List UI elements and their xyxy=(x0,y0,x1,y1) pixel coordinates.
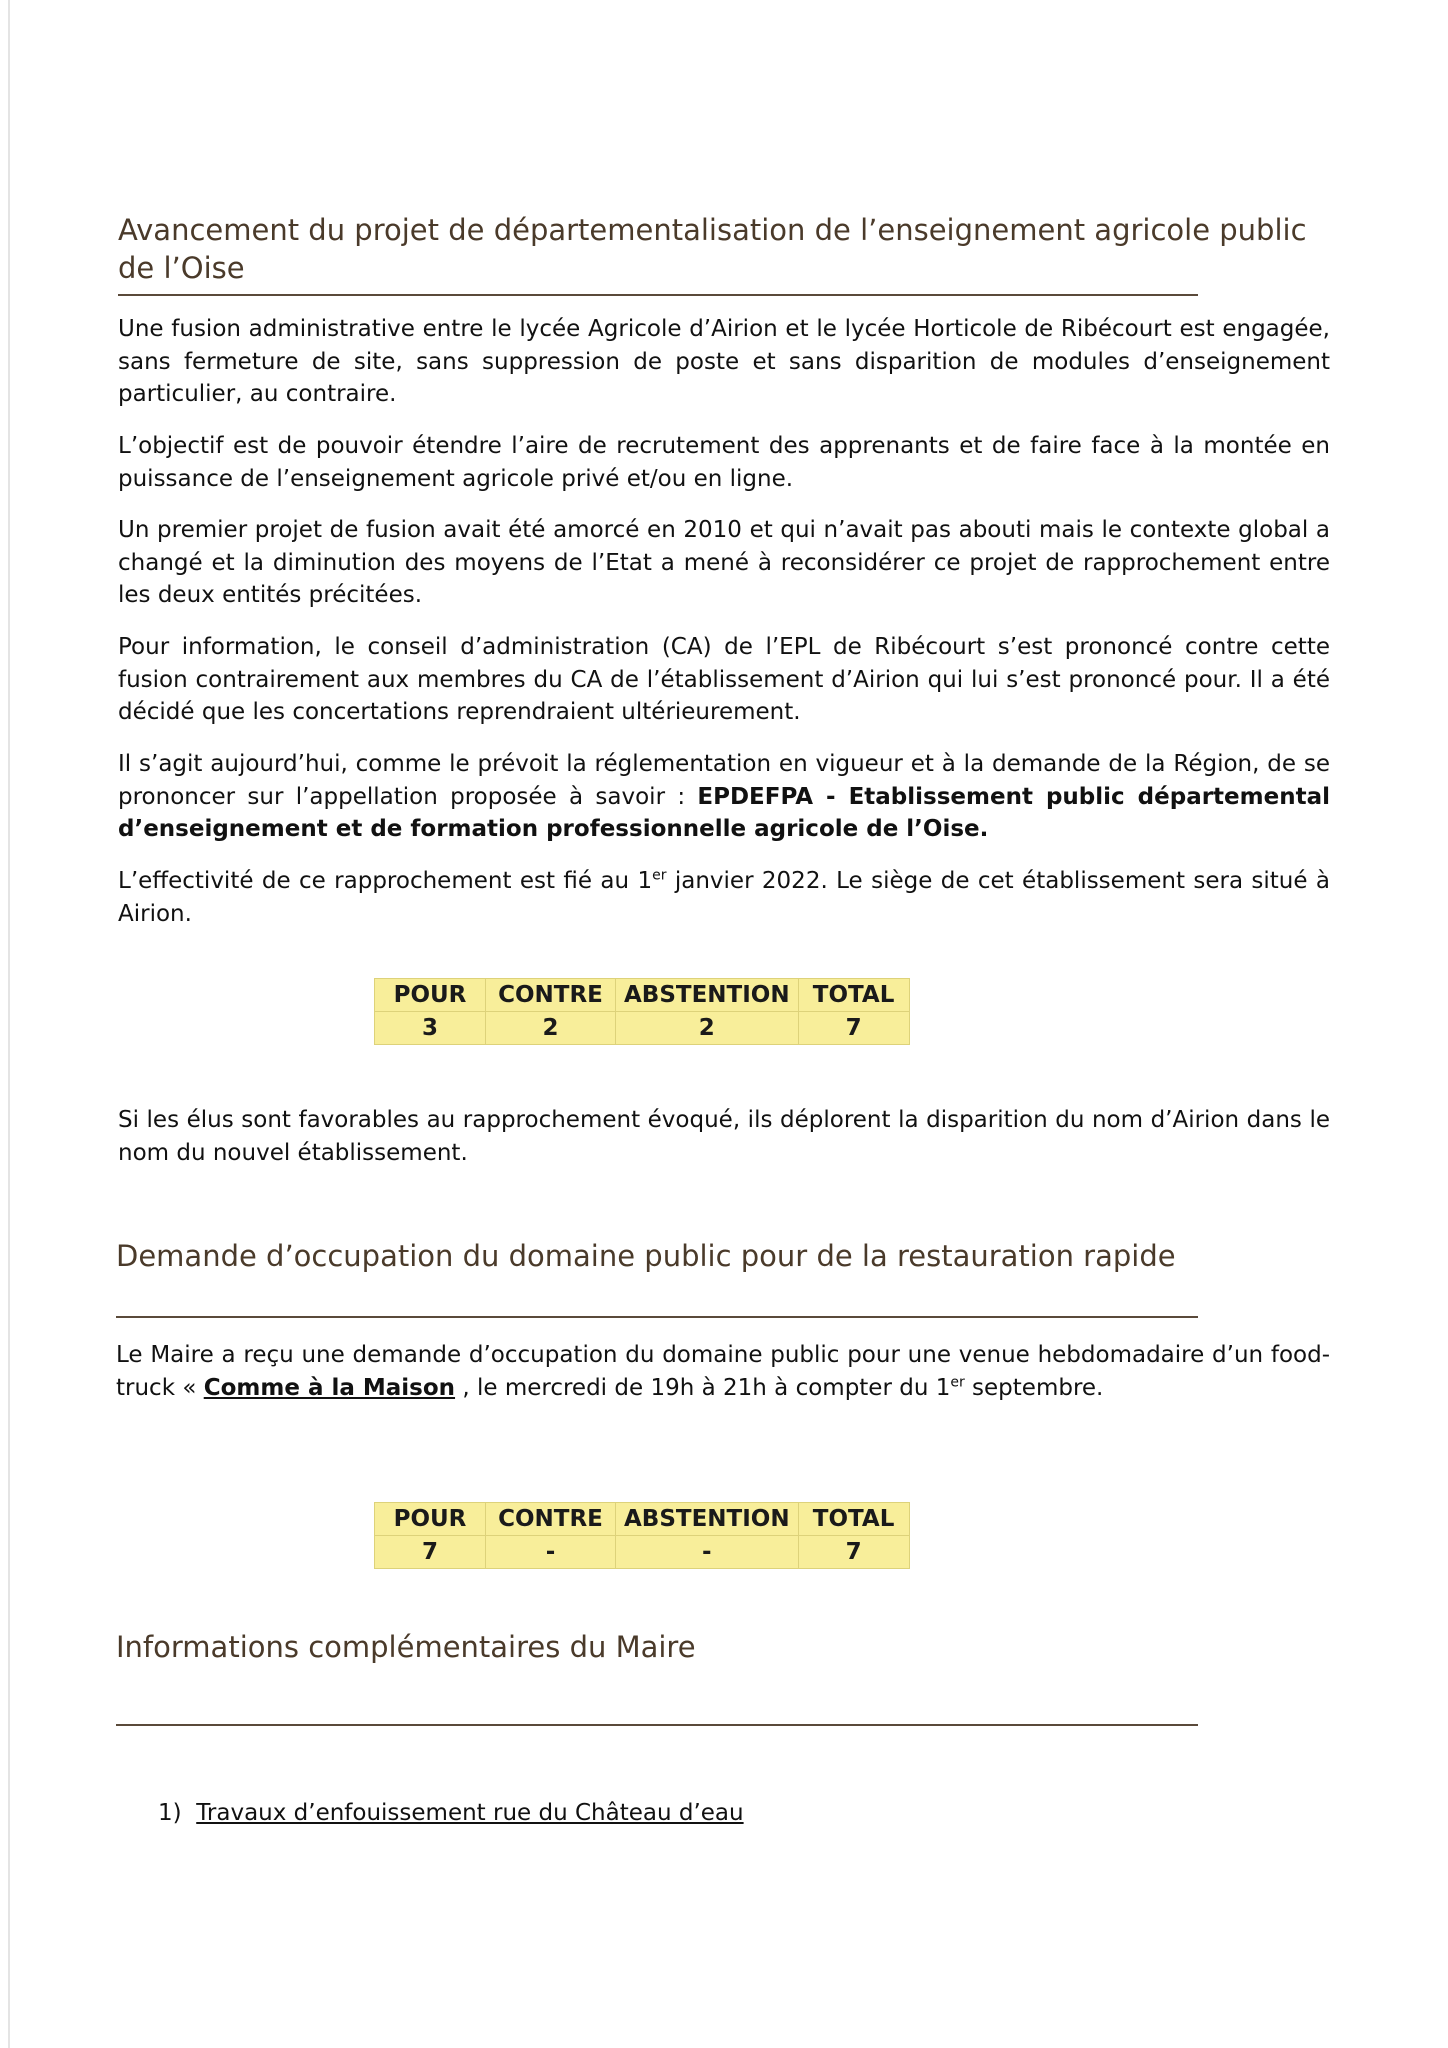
section-rule xyxy=(118,294,1198,296)
food-truck-text-b: , le mercredi de 19h à 21h à compter du 1 xyxy=(455,1374,951,1401)
section-title-informations: Informations complémentaires du Maire xyxy=(116,1630,696,1664)
vote-value-abstention: 2 xyxy=(616,1012,799,1045)
vote-header-abstention: ABSTENTION xyxy=(616,979,799,1012)
paragraph-information-ca: Pour information, le conseil d’administration (CA) de l’EPL de Ribécourt s’est prononcé contre cette fusion contrairement aux membres du CA de l’établissement d’Airion qui lui s’est prononcé pour. Il a été décidé que les concertations reprendraient ultérieurement. xyxy=(118,634,1330,725)
vote-table-header-row xyxy=(375,1503,910,1536)
list-item-travaux xyxy=(158,1797,744,1829)
vote-table-1 xyxy=(374,978,910,1045)
section-rule xyxy=(116,1724,1198,1726)
section-title-departementalisation: Avancement du projet de départementalisation de l’enseignement agricole public de l’Oise xyxy=(118,213,1307,285)
vote-table-header-row xyxy=(375,979,910,1012)
list-item-number: 1) xyxy=(158,1800,182,1826)
scan-edge xyxy=(8,0,10,2048)
paragraph-elus: Si les élus sont favorables au rapprochement évoqué, ils déplorent la disparition du nom d’Airion dans le nom du nouvel établissement. xyxy=(118,1107,1330,1166)
paragraph-effectivite xyxy=(118,865,1330,930)
food-truck-text-a: Le Maire a reçu une demande d’occupation du domaine public pour une venue hebdomadaire d’un food-truck « xyxy=(116,1342,1330,1401)
vote-value-abstention: - xyxy=(616,1536,799,1569)
vote-header-abstention: ABSTENTION xyxy=(616,1503,799,1536)
vote-header-total: TOTAL xyxy=(798,1503,909,1536)
food-truck-text-c: septembre. xyxy=(964,1374,1104,1401)
vote-value-contre: 2 xyxy=(486,1012,616,1045)
vote-value-total: 7 xyxy=(798,1012,909,1045)
paragraph-food-truck xyxy=(116,1339,1330,1404)
vote-table-2 xyxy=(374,1502,910,1569)
vote-value-total: 7 xyxy=(798,1536,909,1569)
vote-value-pour: 3 xyxy=(375,1012,486,1045)
effectivite-text-a: L’effectivité de ce rapprochement est fié au 1 xyxy=(118,868,653,894)
appellation-name: EPDEFPA - Etablissement public départemental d’enseignement et de formation professionnelle agricole de l’Oise. xyxy=(118,783,1330,842)
paragraph-premier-projet: Un premier projet de fusion avait été amorcé en 2010 et qui n’avait pas abouti mais le contexte global a changé et la diminution des moyens de l’Etat a mené à reconsidérer ce projet de rapprochement entre les deux entités précitées. xyxy=(118,517,1330,608)
list-item-label: Travaux d’enfouissement rue du Château d’eau xyxy=(196,1800,744,1826)
section-rule xyxy=(116,1316,1198,1318)
vote-value-pour: 7 xyxy=(375,1536,486,1569)
paragraph-objectif: L’objectif est de pouvoir étendre l’aire de recrutement des apprenants et de faire face à la montée en puissance de l’enseignement agricole privé et/ou en ligne. xyxy=(118,433,1330,492)
paragraph-appellation xyxy=(118,748,1330,846)
vote-header-total: TOTAL xyxy=(798,979,909,1012)
vote-header-contre: CONTRE xyxy=(486,979,616,1012)
vote-header-pour: POUR xyxy=(375,1503,486,1536)
effectivite-text-b: janvier 2022. Le siège de cet établissement sera situé à Airion. xyxy=(118,868,1331,927)
vote-value-contre: - xyxy=(486,1536,616,1569)
vote-header-pour: POUR xyxy=(375,979,486,1012)
vote-header-contre: CONTRE xyxy=(486,1503,616,1536)
appellation-text: Il s’agit aujourd’hui, comme le prévoit la réglementation en vigueur et à la demande de la Région, de se prononcer sur l’appellation proposée à savoir : xyxy=(118,751,1330,810)
food-truck-name: Comme à la Maison xyxy=(203,1374,456,1401)
effectivite-sup: er xyxy=(652,867,667,884)
food-truck-sup: er xyxy=(950,1373,965,1390)
vote-table-value-row xyxy=(375,1012,910,1045)
vote-table-value-row xyxy=(375,1536,910,1569)
paragraph-fusion: Une fusion administrative entre le lycée Agricole d’Airion et le lycée Horticole de Ribécourt est engagée, sans fermeture de site, sans suppression de poste et sans disparition de modules d’enseignement particulier, au contraire. xyxy=(118,316,1330,407)
section-title-occupation: Demande d’occupation du domaine public pour de la restauration rapide xyxy=(116,1239,1176,1273)
